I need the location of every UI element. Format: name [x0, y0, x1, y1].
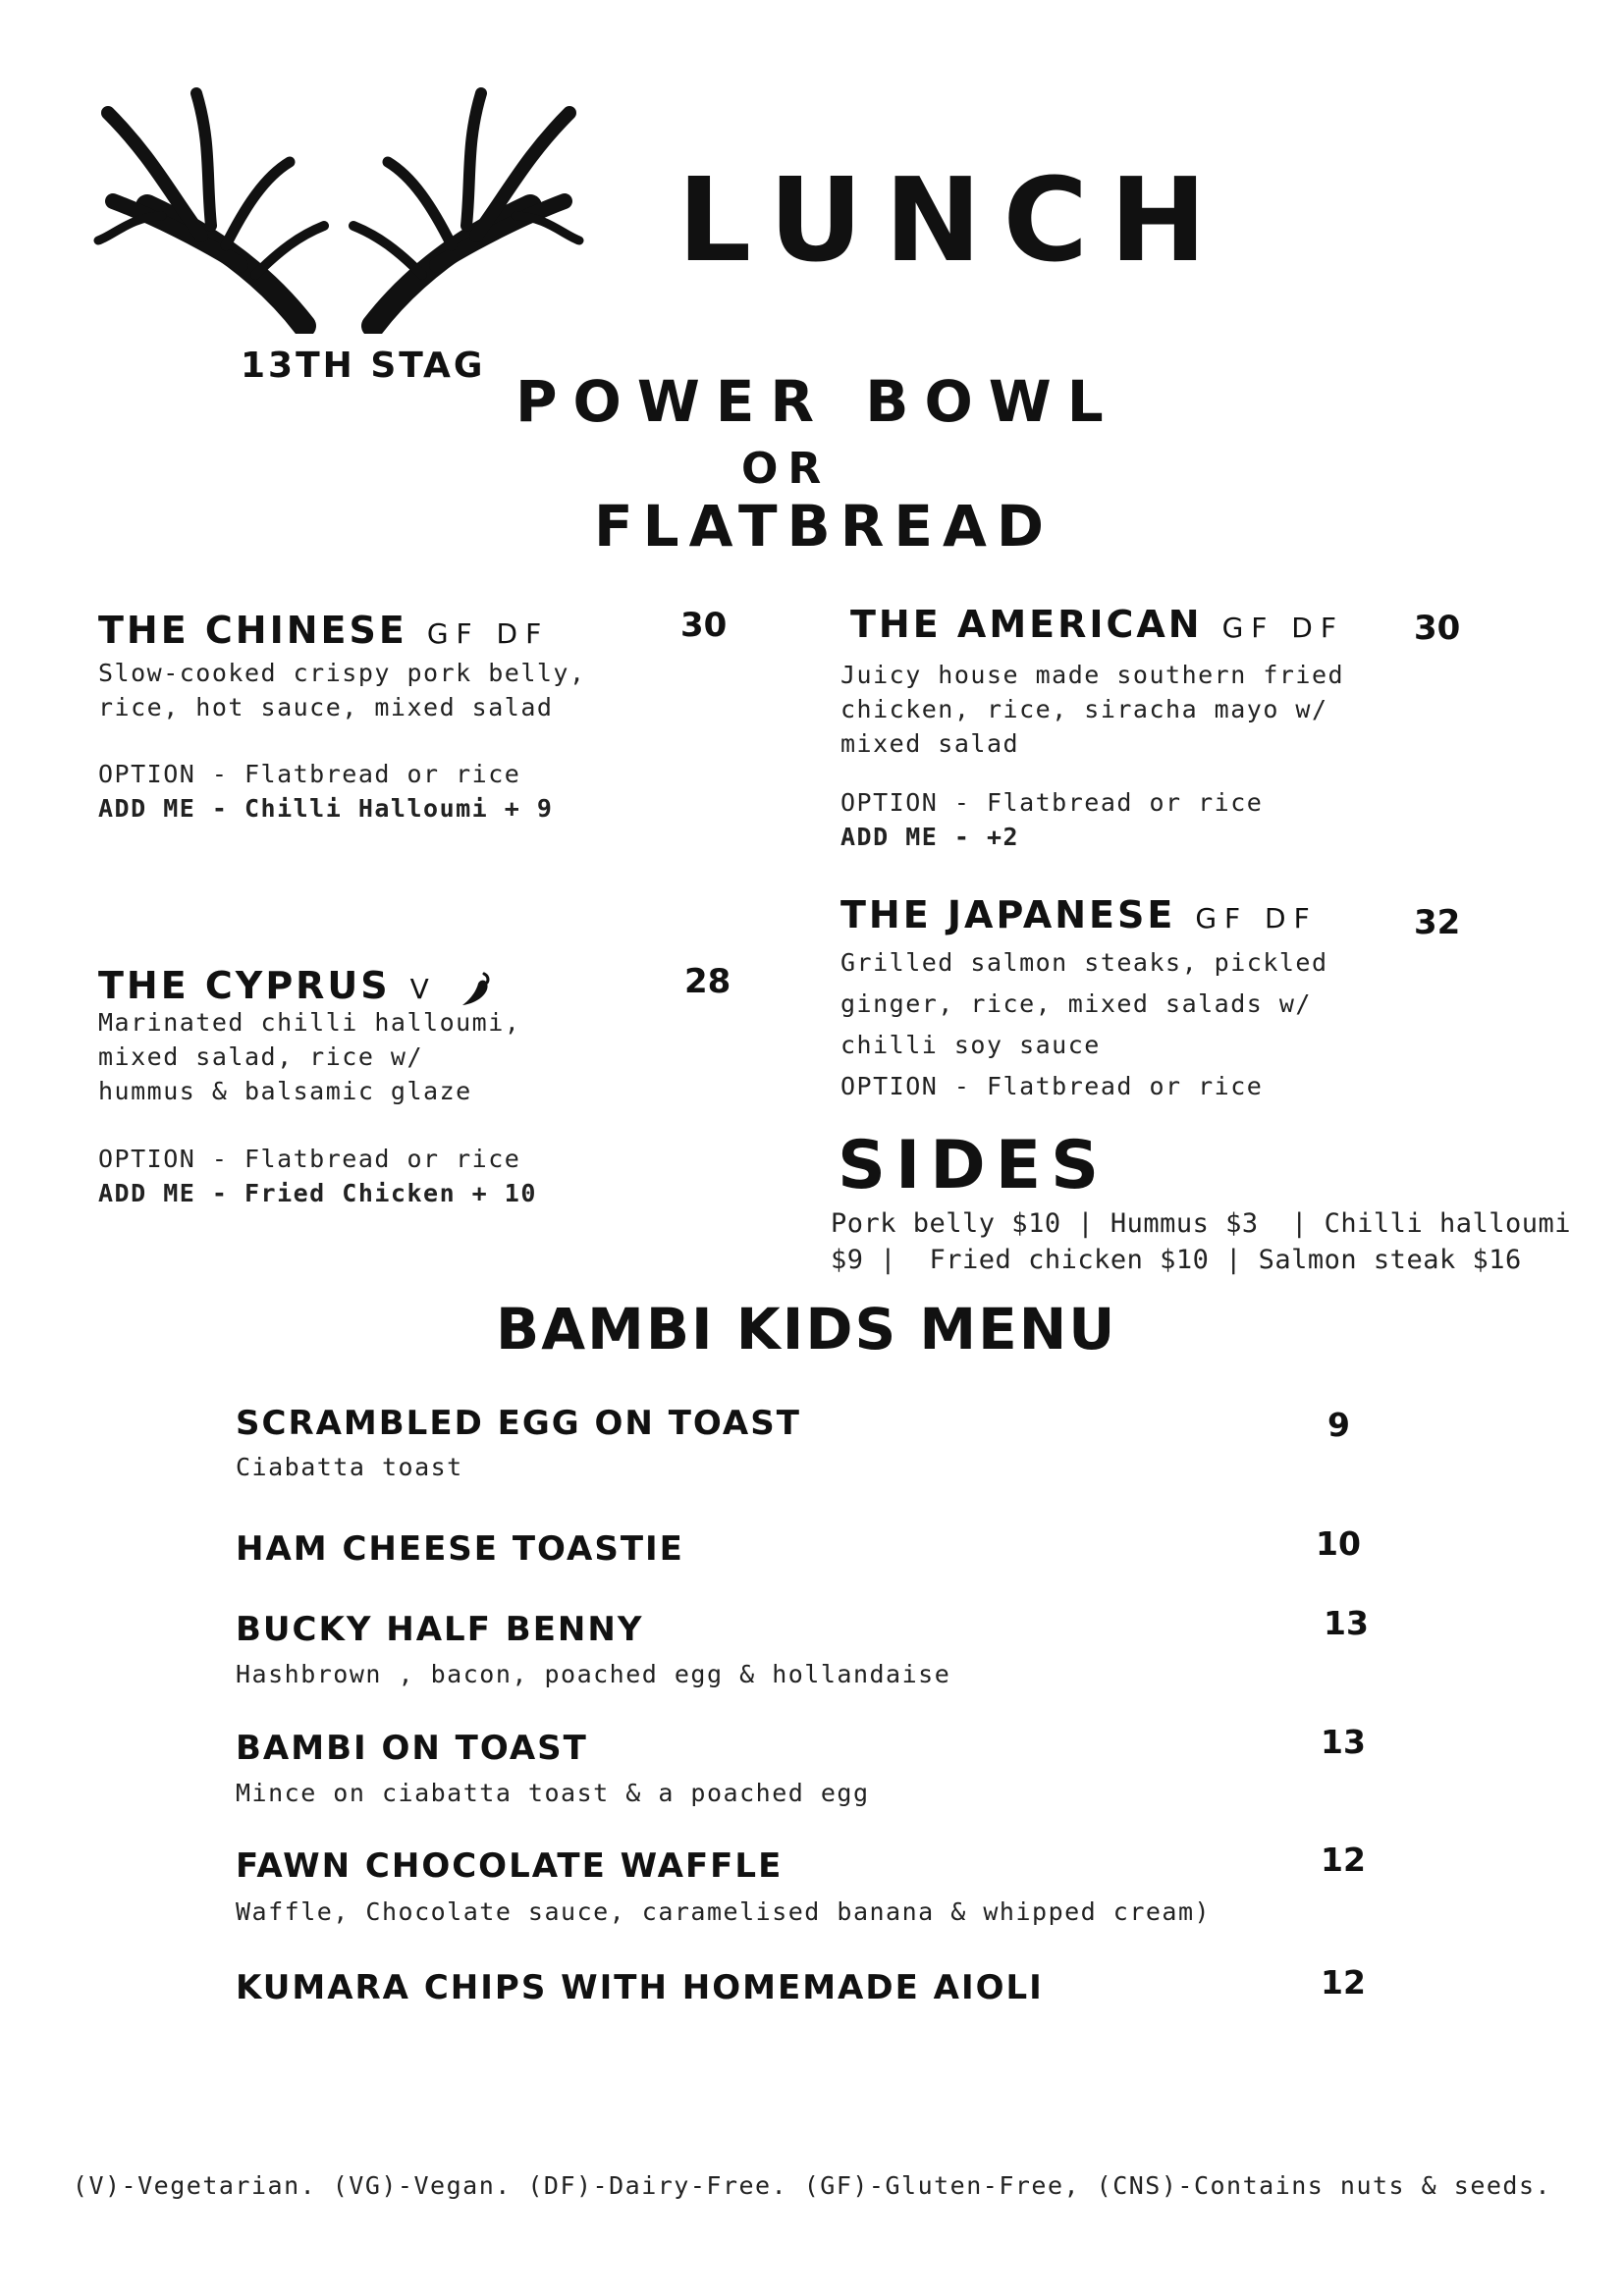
kids-item-price: 12	[1321, 1841, 1366, 1879]
dish-option: OPTION - Flatbread or rice	[840, 1072, 1264, 1100]
dish-description: Marinated chilli halloumi, mixed salad, rice w/ hummus & balsamic glaze	[98, 1008, 521, 1105]
kids-item-name: FAWN CHOCOLATE WAFFLE	[236, 1846, 784, 1886]
kids-item-description: Ciabatta toast	[236, 1453, 463, 1481]
kids-item-description: Waffle, Chocolate sauce, caramelised banana & whipped cream)	[236, 1897, 1212, 1926]
dish-name	[850, 603, 1344, 646]
dish-option: OPTION - Flatbread or rice	[98, 760, 521, 788]
chilli-pepper-icon	[459, 970, 494, 1007]
kids-item-description: Hashbrown , bacon, poached egg & hollandaise	[236, 1660, 951, 1688]
dish-price: 30	[1414, 609, 1461, 648]
dish-title: THE CYPRUS	[98, 964, 391, 1007]
kids-item-price: 13	[1324, 1604, 1369, 1642]
kids-item-price: 13	[1321, 1723, 1366, 1761]
dish-name	[98, 609, 549, 652]
dish-price: 30	[680, 606, 728, 645]
sides-list	[831, 1205, 1571, 1278]
antlers-icon	[93, 69, 584, 334]
dietary-legend: (V)-Vegetarian. (VG)-Vegan. (DF)-Dairy-Free. (GF)-Gluten-Free, (CNS)-Contains nuts & seeds.	[72, 2171, 1552, 2200]
dish-description: Slow-cooked crispy pork belly, rice, hot sauce, mixed salad	[98, 659, 586, 721]
sides-line-2: $9 | Fried chicken $10 | Salmon steak $16	[831, 1245, 1522, 1275]
sides-heading: SIDES	[838, 1127, 1110, 1204]
kids-item-name: HAM CHEESE TOASTIE	[236, 1529, 684, 1569]
kids-item-name: BAMBI ON TOAST	[236, 1729, 588, 1768]
dish-title: THE CHINESE	[98, 609, 407, 652]
subtitle-line-1: POWER BOWL	[515, 368, 1119, 435]
dish-title: THE JAPANESE	[840, 893, 1176, 936]
kids-item-price: 10	[1316, 1524, 1361, 1563]
dish-tags: GF DF	[1195, 902, 1318, 934]
kids-menu-heading: BAMBI KIDS MENU	[496, 1296, 1117, 1362]
dish-add-on: ADD ME - +2	[840, 823, 1020, 851]
kids-item-price: 9	[1327, 1406, 1350, 1444]
dish-price: 32	[1414, 903, 1461, 942]
kids-item-price: 12	[1321, 1963, 1366, 2002]
subtitle-line-2: OR	[741, 444, 832, 494]
dish-title: THE AMERICAN	[850, 603, 1203, 646]
kids-item-name: KUMARA CHIPS WITH HOMEMADE AIOLI	[236, 1968, 1044, 2007]
kids-item-name: BUCKY HALF BENNY	[236, 1610, 644, 1649]
dish-option: OPTION - Flatbread or rice	[98, 1145, 521, 1173]
dish-add-on: ADD ME - Fried Chicken + 10	[98, 1179, 537, 1207]
dish-add-on: ADD ME - Chilli Halloumi + 9	[98, 794, 554, 823]
dish-option: OPTION - Flatbread or rice	[840, 788, 1264, 817]
kids-item-description: Mince on ciabatta toast & a poached egg	[236, 1779, 870, 1807]
dish-name	[98, 964, 494, 1007]
dish-description: Juicy house made southern fried chicken, rice, siracha mayo w/ mixed salad	[840, 661, 1345, 758]
page-title: LUNCH	[677, 152, 1228, 288]
dish-name	[840, 893, 1318, 936]
dish-tags: GF DF	[426, 617, 550, 650]
dish-price: 28	[684, 962, 731, 1001]
dish-tags: V	[409, 973, 437, 1005]
dish-description: Grilled salmon steaks, pickled ginger, rice, mixed salads w/ chilli soy sauce	[840, 948, 1328, 1059]
subtitle-line-3: FLATBREAD	[594, 493, 1055, 560]
sides-line-1: Pork belly $10 | Hummus $3 | Chilli halloumi	[831, 1208, 1571, 1239]
brand-name: 13TH STAG	[241, 346, 486, 386]
kids-item-name: SCRAMBLED EGG ON TOAST	[236, 1404, 801, 1443]
dish-tags: GF DF	[1221, 612, 1344, 644]
